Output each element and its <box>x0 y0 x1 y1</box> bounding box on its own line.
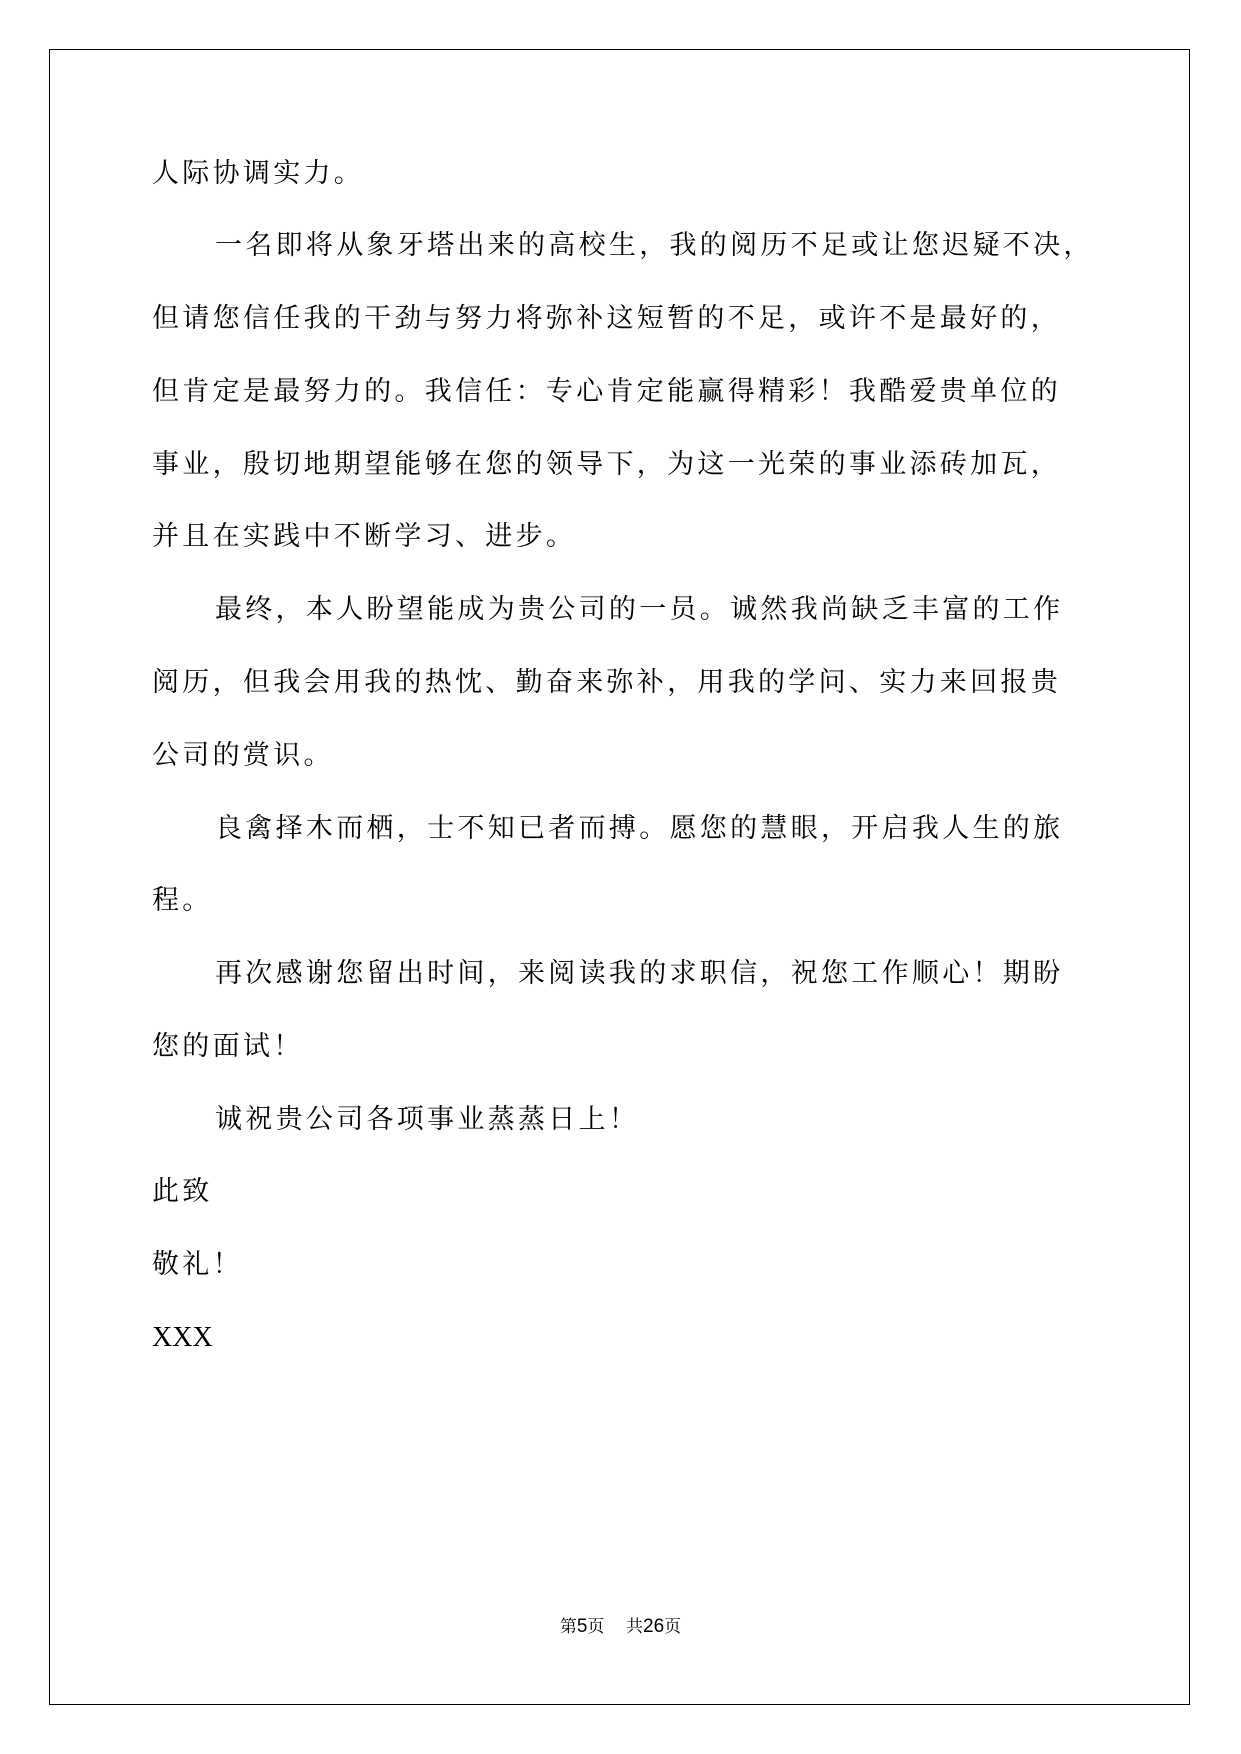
footer-prefix: 第 <box>559 1617 577 1637</box>
paragraph-line: 事业，殷切地期望能够在您的领导下，为这一光荣的事业添砖加瓦， <box>152 449 1061 480</box>
page-footer <box>0 1616 1241 1638</box>
paragraph-line: 阅历，但我会用我的热忱、勤奋来弥补，用我的学问、实力来回报贵 <box>152 667 1061 698</box>
paragraph-line: 程。 <box>152 885 213 916</box>
paragraph-line: 并且在实践中不断学习、进步。 <box>152 521 577 552</box>
salutation-line: 此致 <box>152 1176 213 1207</box>
salutation-line: 敬礼！ <box>152 1249 243 1280</box>
paragraph-line: 但肯定是最努力的。我信任：专心肯定能赢得精彩！我酷爱贵单位的 <box>152 376 1061 407</box>
current-page-number: 5 <box>576 1616 588 1637</box>
closing-wish: 诚祝贵公司各项事业蒸蒸日上！ <box>215 1104 640 1135</box>
paragraph-line: 人际协调实力。 <box>152 158 365 189</box>
paragraph-line: 一名即将从象牙塔出来的高校生，我的阅历不足或让您迟疑不决， <box>215 230 1094 261</box>
paragraph-line: 但请您信任我的干劲与努力将弥补这短暂的不足，或许不是最好的， <box>152 303 1061 334</box>
signature: XXX <box>152 1322 213 1353</box>
paragraph-line: 良禽择木而栖，士不知已者而搏。愿您的慧眼，开启我人生的旅 <box>215 813 1064 844</box>
page-border <box>49 49 1190 1705</box>
total-pages-number: 26 <box>643 1616 665 1637</box>
paragraph-line: 您的面试！ <box>152 1031 304 1062</box>
footer-page-word: 页 <box>587 1617 605 1637</box>
footer-total-prefix: 共 <box>626 1617 644 1637</box>
paragraph-line: 再次感谢您留出时间，来阅读我的求职信，祝您工作顺心！期盼 <box>215 958 1064 989</box>
footer-total-suffix: 页 <box>664 1617 682 1637</box>
paragraph-line: 公司的赏识。 <box>152 740 334 771</box>
paragraph-line: 最终，本人盼望能成为贵公司的一员。诚然我尚缺乏丰富的工作 <box>215 594 1064 625</box>
